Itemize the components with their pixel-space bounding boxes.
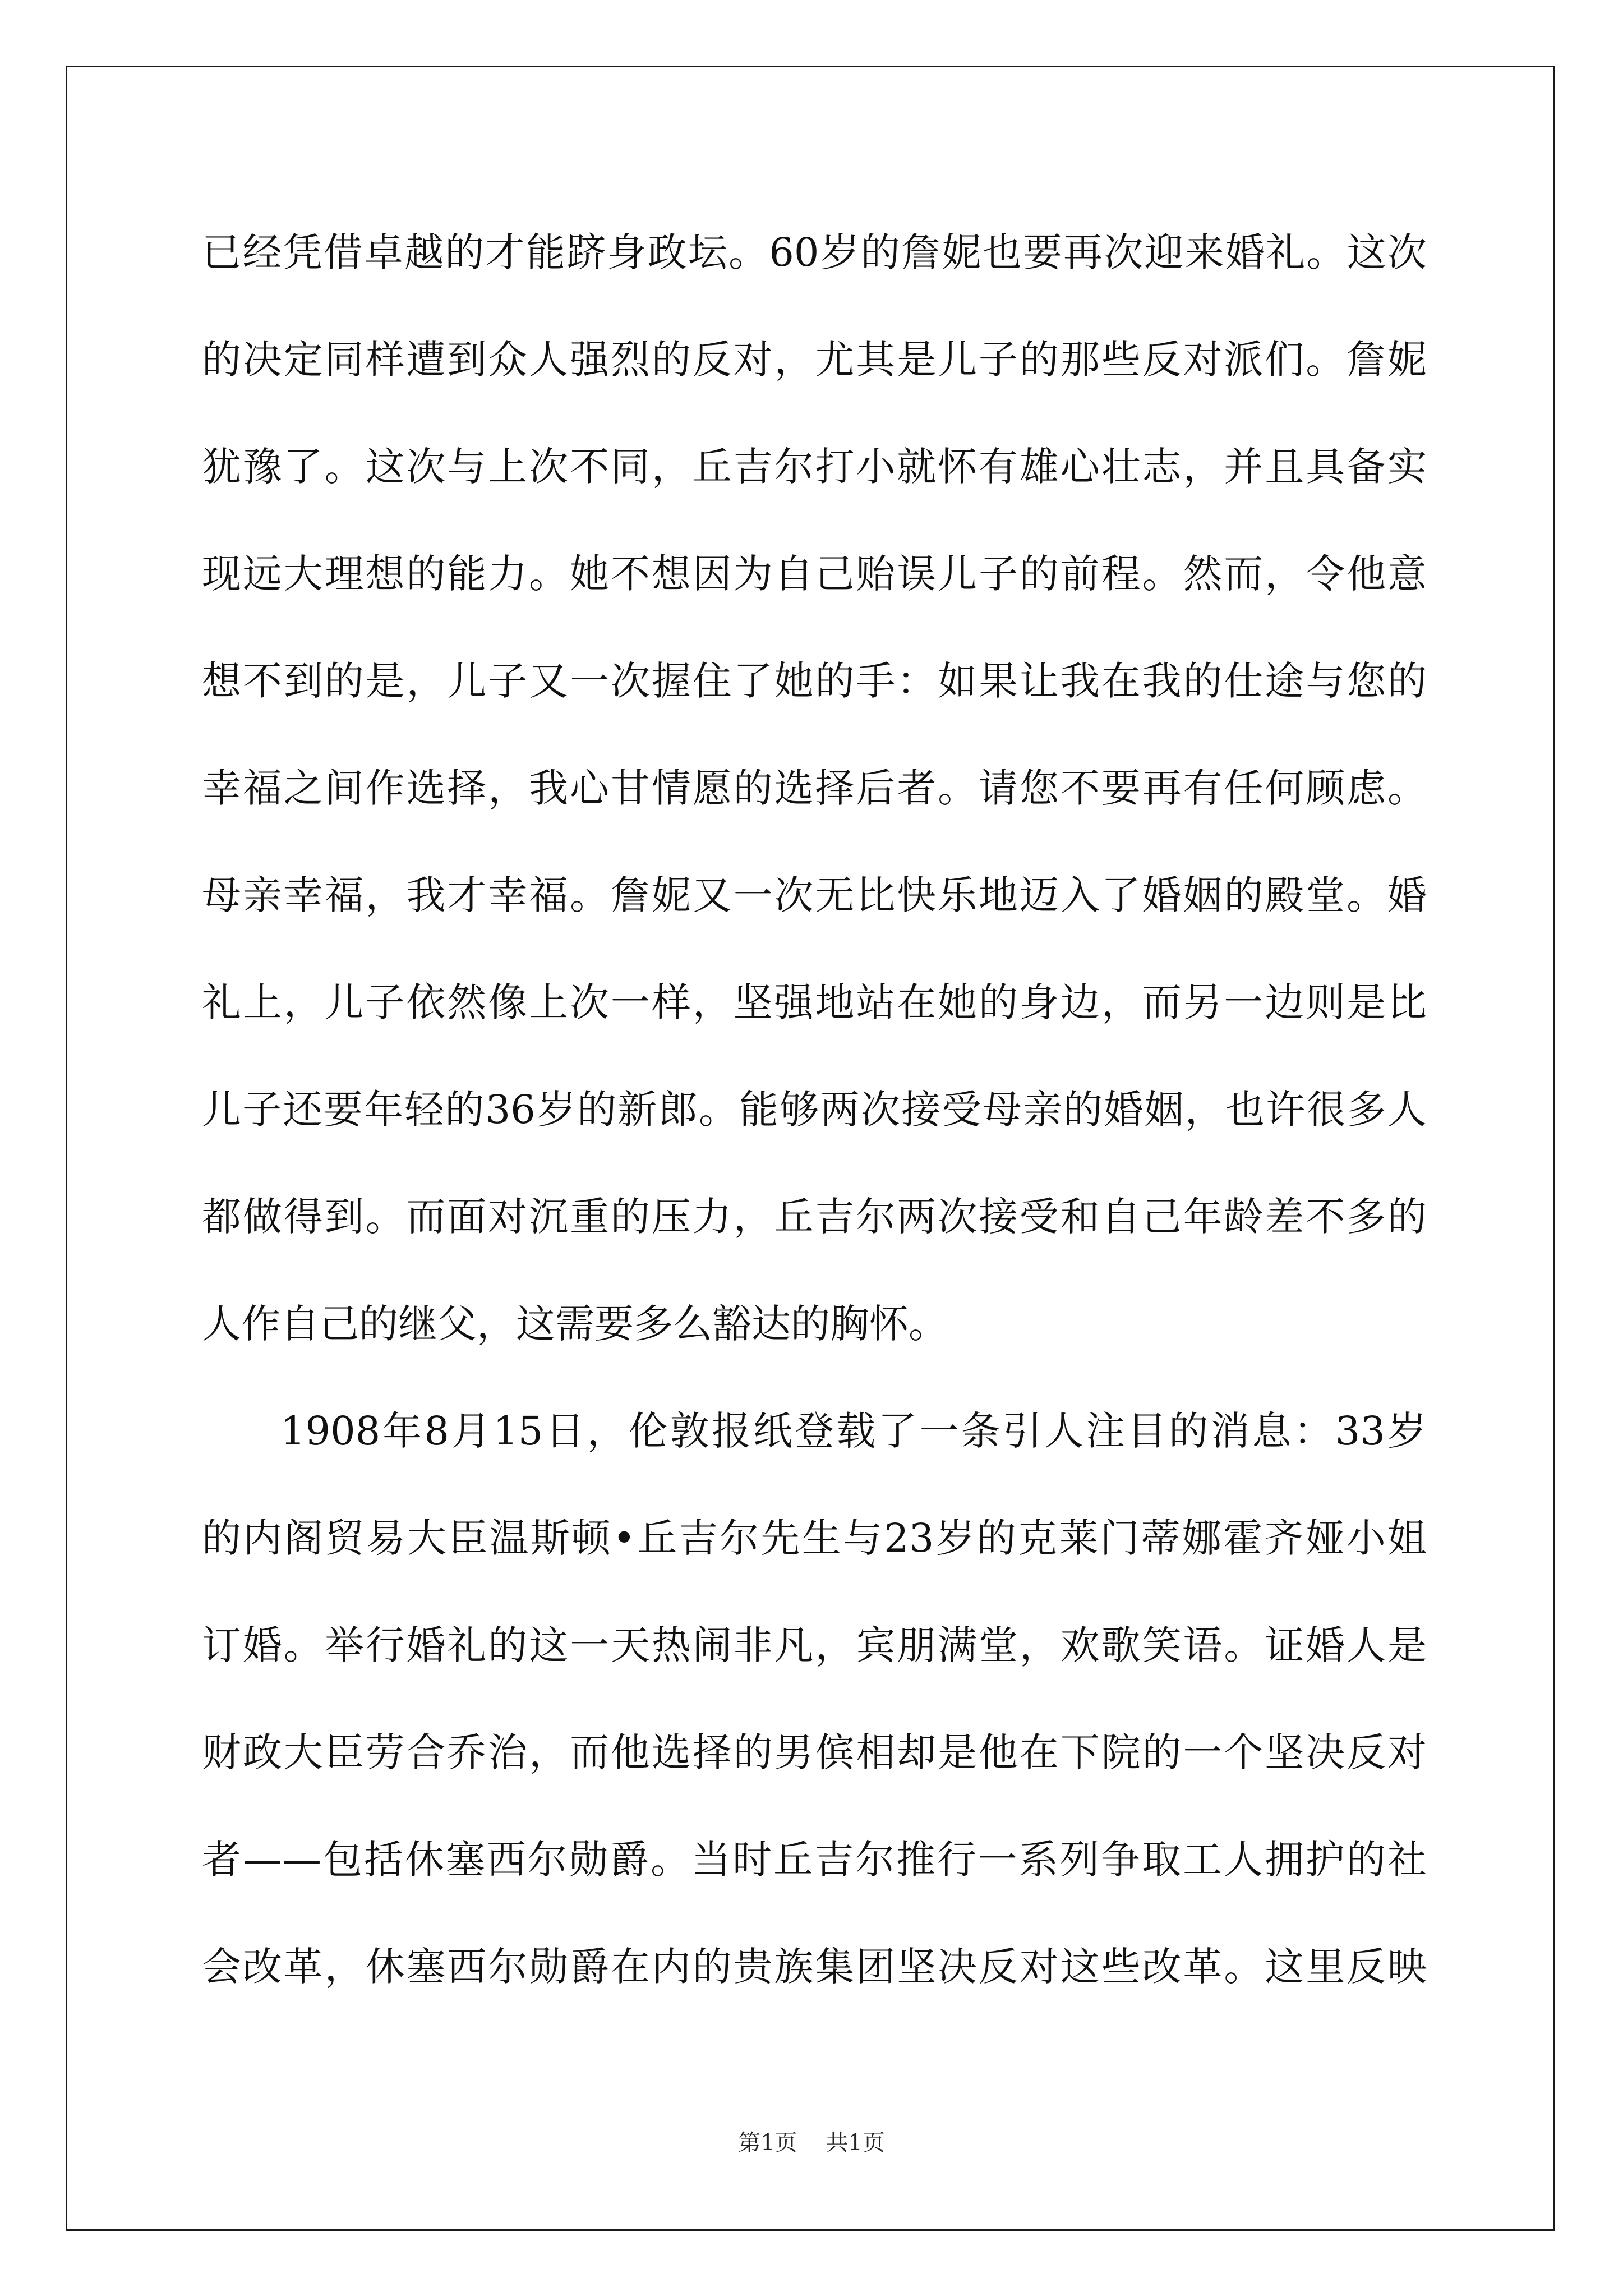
text-line: 礼上，儿子依然像上次一样，坚强地站在她的身边，而另一边则是比 [202, 979, 1427, 1025]
text-line: 都做得到。而面对沉重的压力，丘吉尔两次接受和自己年龄差不多的 [202, 1194, 1427, 1240]
text-line: 幸福之间作选择，我心甘情愿的选择后者。请您不要再有任何顾虑。 [202, 765, 1427, 811]
text-line: 儿子还要年轻的36岁的新郎。能够两次接受母亲的婚姻，也许很多人 [202, 1087, 1427, 1133]
page-number: 第1页 [738, 2130, 797, 2156]
text-line: 的内阁贸易大臣温斯顿•丘吉尔先生与23岁的克莱门蒂娜霍齐娅小姐 [202, 1515, 1427, 1561]
text-line: 订婚。举行婚礼的这一天热闹非凡，宾朋满堂，欢歌笑语。证婚人是 [202, 1622, 1427, 1668]
page-footer [0, 2125, 1623, 2157]
text-line: 会改革，休塞西尔勋爵在内的贵族集团坚决反对这些改革。这里反映 [202, 1944, 1427, 1990]
text-line: 的决定同样遭到众人强烈的反对，尤其是儿子的那些反对派们。詹妮 [202, 337, 1427, 383]
text-line: 母亲幸福，我才幸福。詹妮又一次无比快乐地迈入了婚姻的殿堂。婚 [202, 872, 1427, 918]
text-line: 者——包括休塞西尔勋爵。当时丘吉尔推行一系列争取工人拥护的社 [202, 1837, 1427, 1883]
document-body [202, 199, 1427, 2021]
text-line-paragraph-start: 1908年8月15日，伦敦报纸登载了一条引人注目的消息：33岁 [280, 1408, 1427, 1454]
text-line-paragraph-end: 人作自己的继父，这需要多么豁达的胸怀。 [202, 1301, 948, 1347]
text-line: 财政大臣劳合乔治，而他选择的男傧相却是他在下院的一个坚决反对 [202, 1729, 1427, 1775]
text-line: 现远大理想的能力。她不想因为自己贻误儿子的前程。然而，令他意 [202, 551, 1427, 597]
text-line: 犹豫了。这次与上次不同，丘吉尔打小就怀有雄心壮志，并且具备实 [202, 444, 1427, 490]
page-total: 共1页 [826, 2130, 885, 2156]
text-line: 想不到的是，儿子又一次握住了她的手：如果让我在我的仕途与您的 [202, 658, 1427, 704]
text-line: 已经凭借卓越的才能跻身政坛。60岁的詹妮也要再次迎来婚礼。这次 [202, 229, 1427, 275]
